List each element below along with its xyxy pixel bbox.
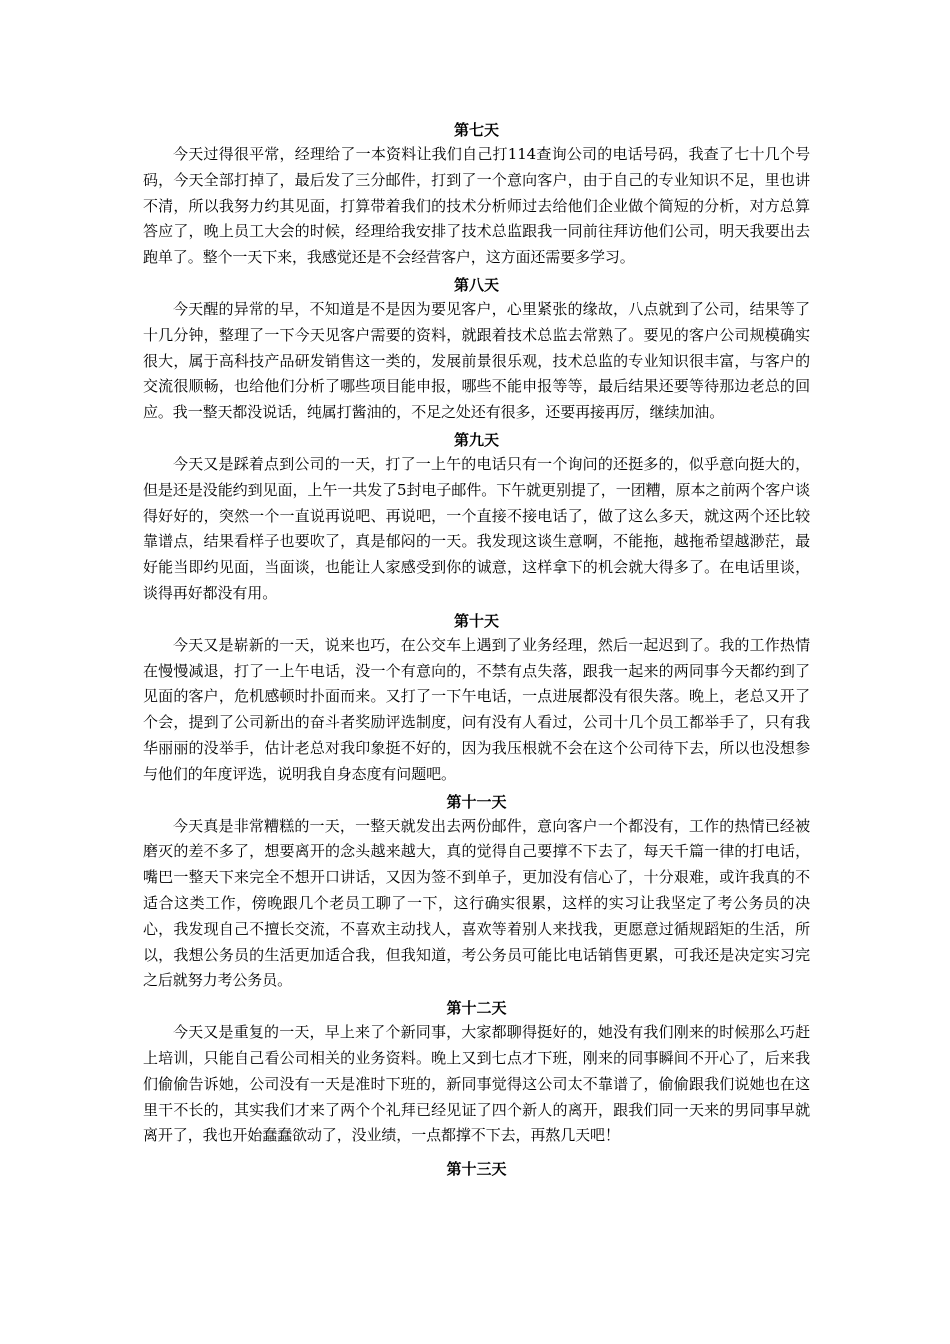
entry-day-7 xyxy=(143,118,810,271)
entry-body: 今天真是非常糟糕的一天，一整天就发出去两份邮件，意向客户一个都没有，工作的热情已经被磨灭的差不多了，想要离开的念头越来越大，真的觉得自己要撑不下去了，每天千篇一律的打电话，嘴巴一整天下来完全不想开口讲话，又因为签不到单子，更加没有信心了，十分艰难，或许我真的不适合这类工作，傍晚跟几个老员工聊了一下，这行确实很累，这样的实习让我坚定了考公务员的决心，我发现自己不擅长交流，不喜欢主动找人，喜欢等着别人来找我，更愿意过循规蹈矩的生活，所以，我想公务员的生活更加适合我，但我知道，考公务员可能比电话销售更累，可我还是决定实习完之后就努力考公务员。 xyxy=(143,816,810,990)
entry-title: 第十二天 xyxy=(446,999,507,1018)
entry-body: 今天过得很平常，经理给了一本资料让我们自己打114查询公司的电话号码，我查了七十几个号码，今天全部打掉了，最后发了三分邮件，打到了一个意向客户，由于自己的专业知识不足，里也讲不清，所以我努力约其见面，打算带着我们的技术分析师过去给他们企业做个简短的分析，对方总算答应了，晚上员工大会的时候，经理给我安排了技术总监跟我一同前往拜访他们公司，明天我要出去跑单了。整个一天下来，我感觉还是不会经营客户，这方面还需要多学习。 xyxy=(143,145,810,267)
entry-title: 第十一天 xyxy=(446,792,507,811)
entry-day-10 xyxy=(143,609,810,788)
entry-body: 今天又是踩着点到公司的一天，打了一上午的电话只有一个询问的还挺多的，似乎意向挺大的，但是还是没能约到见面，上午一共发了5封电子邮件。下午就更别提了，一团糟，原本之前两个客户谈得好好的，突然一个一直说再说吧、再说吧，一个直接不接电话了，做了这么多天，就这两个还比较靠谱点，结果看样子也要吹了，真是郁闷的一天。我发现这谈生意啊，不能拖，越拖希望越渺茫，最好能当即约见面，当面谈，也能让人家感受到你的诚意，这样拿下的机会就大得多了。在电话里谈，谈得再好都没有用。 xyxy=(143,454,810,602)
entry-title: 第十天 xyxy=(453,611,499,630)
entry-day-9 xyxy=(143,428,810,607)
entry-title: 第十三天 xyxy=(446,1160,507,1179)
document-page xyxy=(143,118,810,1181)
entry-body: 今天又是崭新的一天，说来也巧，在公交车上遇到了业务经理，然后一起迟到了。我的工作热情在慢慢减退，打了一上午电话，没一个有意向的，不禁有点失落，跟我一起来的两同事今天都约到了见面的客户，危机感顿时扑面而来。又打了一下午电话，一点进展都没有很失落。晚上，老总又开了个会，提到了公司新出的奋斗者奖励评选制度，问有没有人看过，公司十几个员工都举手了，只有我华丽丽的没举手，估计老总对我印象挺不好的，因为我压根就不会在这个公司待下去，所以也没想参与他们的年度评选，说明我自身态度有问题吧。 xyxy=(143,635,810,783)
entry-title: 第八天 xyxy=(453,275,499,294)
entry-body: 今天又是重复的一天，早上来了个新同事，大家都聊得挺好的，她没有我们刚来的时候那么巧赶上培训，只能自己看公司相关的业务资料。晚上又到七点才下班，刚来的同事瞬间不开心了，后来我们偷偷告诉她，公司没有一天是准时下班的，新同事觉得这公司太不靠谱了，偷偷跟我们说她也在这里干不长的，其实我们才来了两个个礼拜已经见证了四个新人的离开，跟我们同一天来的男同事早就离开了，我也开始蠢蠢欲动了，没业绩，一点都撑不下去，再熬几天吧！ xyxy=(143,1023,810,1145)
entry-day-12 xyxy=(143,996,810,1149)
entry-day-11 xyxy=(143,790,810,995)
entry-title: 第九天 xyxy=(453,430,499,449)
entry-day-13 xyxy=(143,1157,810,1181)
entry-day-8 xyxy=(143,273,810,426)
entry-body: 今天醒的异常的早，不知道是不是因为要见客户，心里紧张的缘故，八点就到了公司，结果等了十几分钟，整理了一下今天见客户需要的资料，就跟着技术总监去常熟了。要见的客户公司规模确实很大，属于高科技产品研发销售这一类的，发展前景很乐观，技术总监的专业知识很丰富，与客户的交流很顺畅，也给他们分析了哪些项目能申报，哪些不能申报等等，最后结果还要等待那边老总的回应。我一整天都没说话，纯属打酱油的，不足之处还有很多，还要再接再厉，继续加油。 xyxy=(143,299,810,422)
entry-title: 第七天 xyxy=(453,121,499,139)
